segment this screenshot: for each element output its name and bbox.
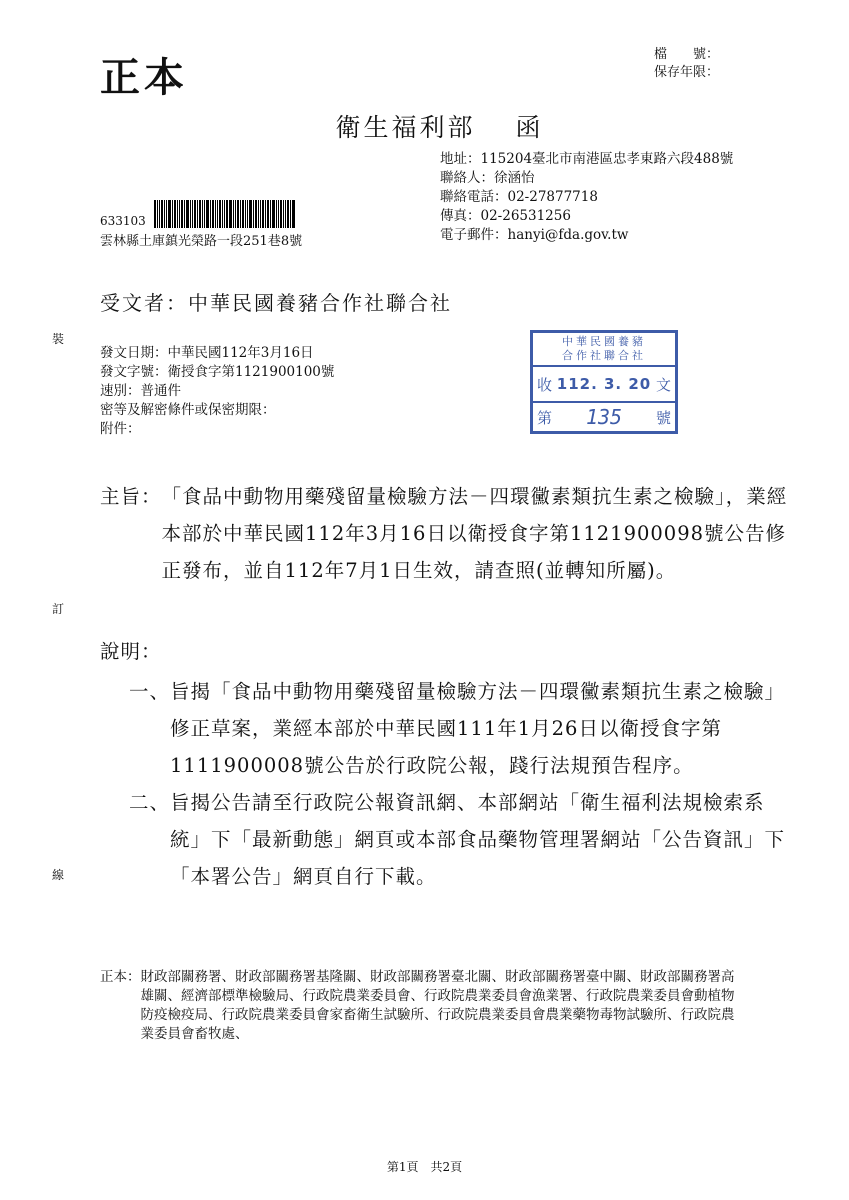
barcode-bar [161,200,163,228]
barcode-bar [262,200,264,228]
barcode-bar [186,200,189,228]
barcode-bar [229,200,232,228]
contact-email: 電子郵件：hanyi@fda.gov.tw [440,227,629,243]
barcode-bar [224,200,225,228]
issue-date: 發文日期：中華民國112年3月16日 [100,345,314,361]
binding-mark-middle: 訂 [52,602,65,616]
barcode-bar [258,200,259,228]
explanation-items [100,673,790,895]
barcode-bar [206,200,209,228]
barcode-bar [181,200,183,228]
barcode-bar [168,200,171,228]
barcode-bar [192,200,193,228]
recipient: 受文者：中華民國養豬合作社聯合社 [100,291,452,315]
barcode-bar [217,200,218,228]
filing-info [654,46,719,82]
distribution-label: 正本： [100,969,141,985]
delivery-speed: 速別：普通件 [100,383,181,399]
distribution-list [100,968,740,1044]
copy-mark: 正本 [100,54,188,101]
barcode-bar [204,200,205,228]
barcode-bar [285,200,286,228]
barcode-bar [245,200,246,228]
received-stamp-date-row [533,367,675,403]
received-stamp-org-line2: 合作社聯合社 [562,349,646,362]
contact-address: 地址：115204臺北市南港區忠孝東路六段488號 [440,151,734,167]
barcode-bar [219,200,221,228]
zip-code: 633103 [100,214,146,228]
subject-label: 主旨： [100,485,162,508]
barcode-bar [287,200,289,228]
number-suffix: 號 [655,408,671,427]
page-footer: 第1頁 共2頁 [386,1160,463,1174]
barcode-bar [202,200,203,228]
received-suffix: 文 [655,375,671,394]
barcode-bar [276,200,277,228]
barcode-bar [247,200,248,228]
reference-number: 發文字號：衛授食字第1121900100號 [100,364,335,380]
barcode-bar [249,200,252,228]
explanation-item [100,673,790,784]
retention-label: 保存年限： [653,65,719,80]
barcode-bar [278,200,279,228]
barcode-bar [154,200,156,228]
barcode-bar [240,200,241,228]
barcode-bar [166,200,167,228]
received-label: 收 [537,375,553,394]
barcode-bar [172,200,173,228]
agency-heading [0,108,849,144]
barcode-bar [235,200,236,228]
barcode-bar [157,200,158,228]
received-stamp-org [533,333,675,367]
binding-mark-top: 裝 [52,332,65,346]
item-number: 一、 [128,680,170,703]
barcode-bar [194,200,196,228]
explanation-label: 說明： [100,640,162,663]
subject-section [100,478,790,589]
barcode-bar [272,200,275,228]
barcode-bar [215,200,216,228]
barcode-bar [199,200,201,228]
barcode-bar [253,200,254,228]
mailing-block [100,200,360,249]
security-level: 密等及解密條件或保密期限： [100,402,276,418]
barcode-bar [255,200,257,228]
barcode-bar [233,200,234,228]
number-label: 第 [537,408,553,427]
contact-block [440,150,733,245]
received-stamp [530,330,678,434]
contact-phone: 聯絡電話：02-27877718 [440,189,598,205]
barcode-bar [210,200,211,228]
received-number: 135 [585,405,623,429]
barcode-bar [184,200,185,228]
barcode-bar [237,200,239,228]
contact-person: 聯絡人：徐涵怡 [440,170,535,186]
barcode-bar [242,200,244,228]
received-stamp-number-row [533,403,675,431]
barcode-bar [270,200,271,228]
mailing-address: 雲林縣土庫鎮光榮路一段251巷8號 [100,234,303,249]
barcode-bar [177,200,178,228]
agency-name: 衛生福利部 [335,113,476,142]
binding-mark-bottom: 線 [52,868,65,882]
received-stamp-org-line1: 中華民國養豬 [562,335,646,348]
barcode-bar [267,200,269,228]
barcode-bar [265,200,266,228]
barcode-bar [290,200,291,228]
document-type: 函 [515,113,544,142]
barcode-bar [283,200,284,228]
barcode-bar [179,200,180,228]
barcode-bar [190,200,191,228]
barcode-bar [222,200,223,228]
barcode-bar [174,200,176,228]
explanation-item [100,784,790,895]
attachments: 附件： [100,421,141,437]
barcode-bar [212,200,214,228]
received-date: 112. 3. 20 [556,375,652,393]
barcode-bar [280,200,282,228]
item-number: 二、 [128,791,170,814]
contact-fax: 傳真：02-26531256 [440,208,571,224]
distribution-text: 財政部關務署、財政部關務署基隆關、財政部關務署臺北關、財政部關務署臺中關、財政部關務署高雄關、經濟部標準檢驗局、行政院農業委員會、行政院農業委員會漁業署、行政院農業委員會動植物防疫檢疫局、行政院農業委員會家畜衛生試驗所、行政院農業委員會農業藥物毒物試驗所、行政院農業委員會畜牧處、 [140,969,735,1042]
postal-barcode [154,200,296,228]
barcode-bar [226,200,228,228]
item-text: 旨揭公告請至行政院公報資訊網、本部網站「衛生福利法規檢索系統」下「最新動態」網頁或本部食品藥物管理署網站「公告資訊」下「本署公告」網頁自行下載。 [170,791,786,888]
barcode-bar [197,200,198,228]
document-meta [100,344,334,439]
barcode-bar [292,200,295,228]
barcode-bar [260,200,261,228]
file-number-label: 檔 號： [653,47,719,62]
barcode-bar [159,200,160,228]
item-text: 旨揭「食品中動物用藥殘留量檢驗方法－四環黴素類抗生素之檢驗」修正草案，業經本部於中華民國111年1月26日以衛授食字第1111900008號公告於行政院公報，踐行法規預告程序。 [170,680,786,777]
subject-text: 「食品中動物用藥殘留量檢驗方法－四環黴素類抗生素之檢驗」，業經本部於中華民國112年3月16日以衛授食字第1121900098號公告修正發布，並自112年7月1日生效，請查照(並轉知所屬)。 [161,485,788,582]
barcode-bar [164,200,165,228]
